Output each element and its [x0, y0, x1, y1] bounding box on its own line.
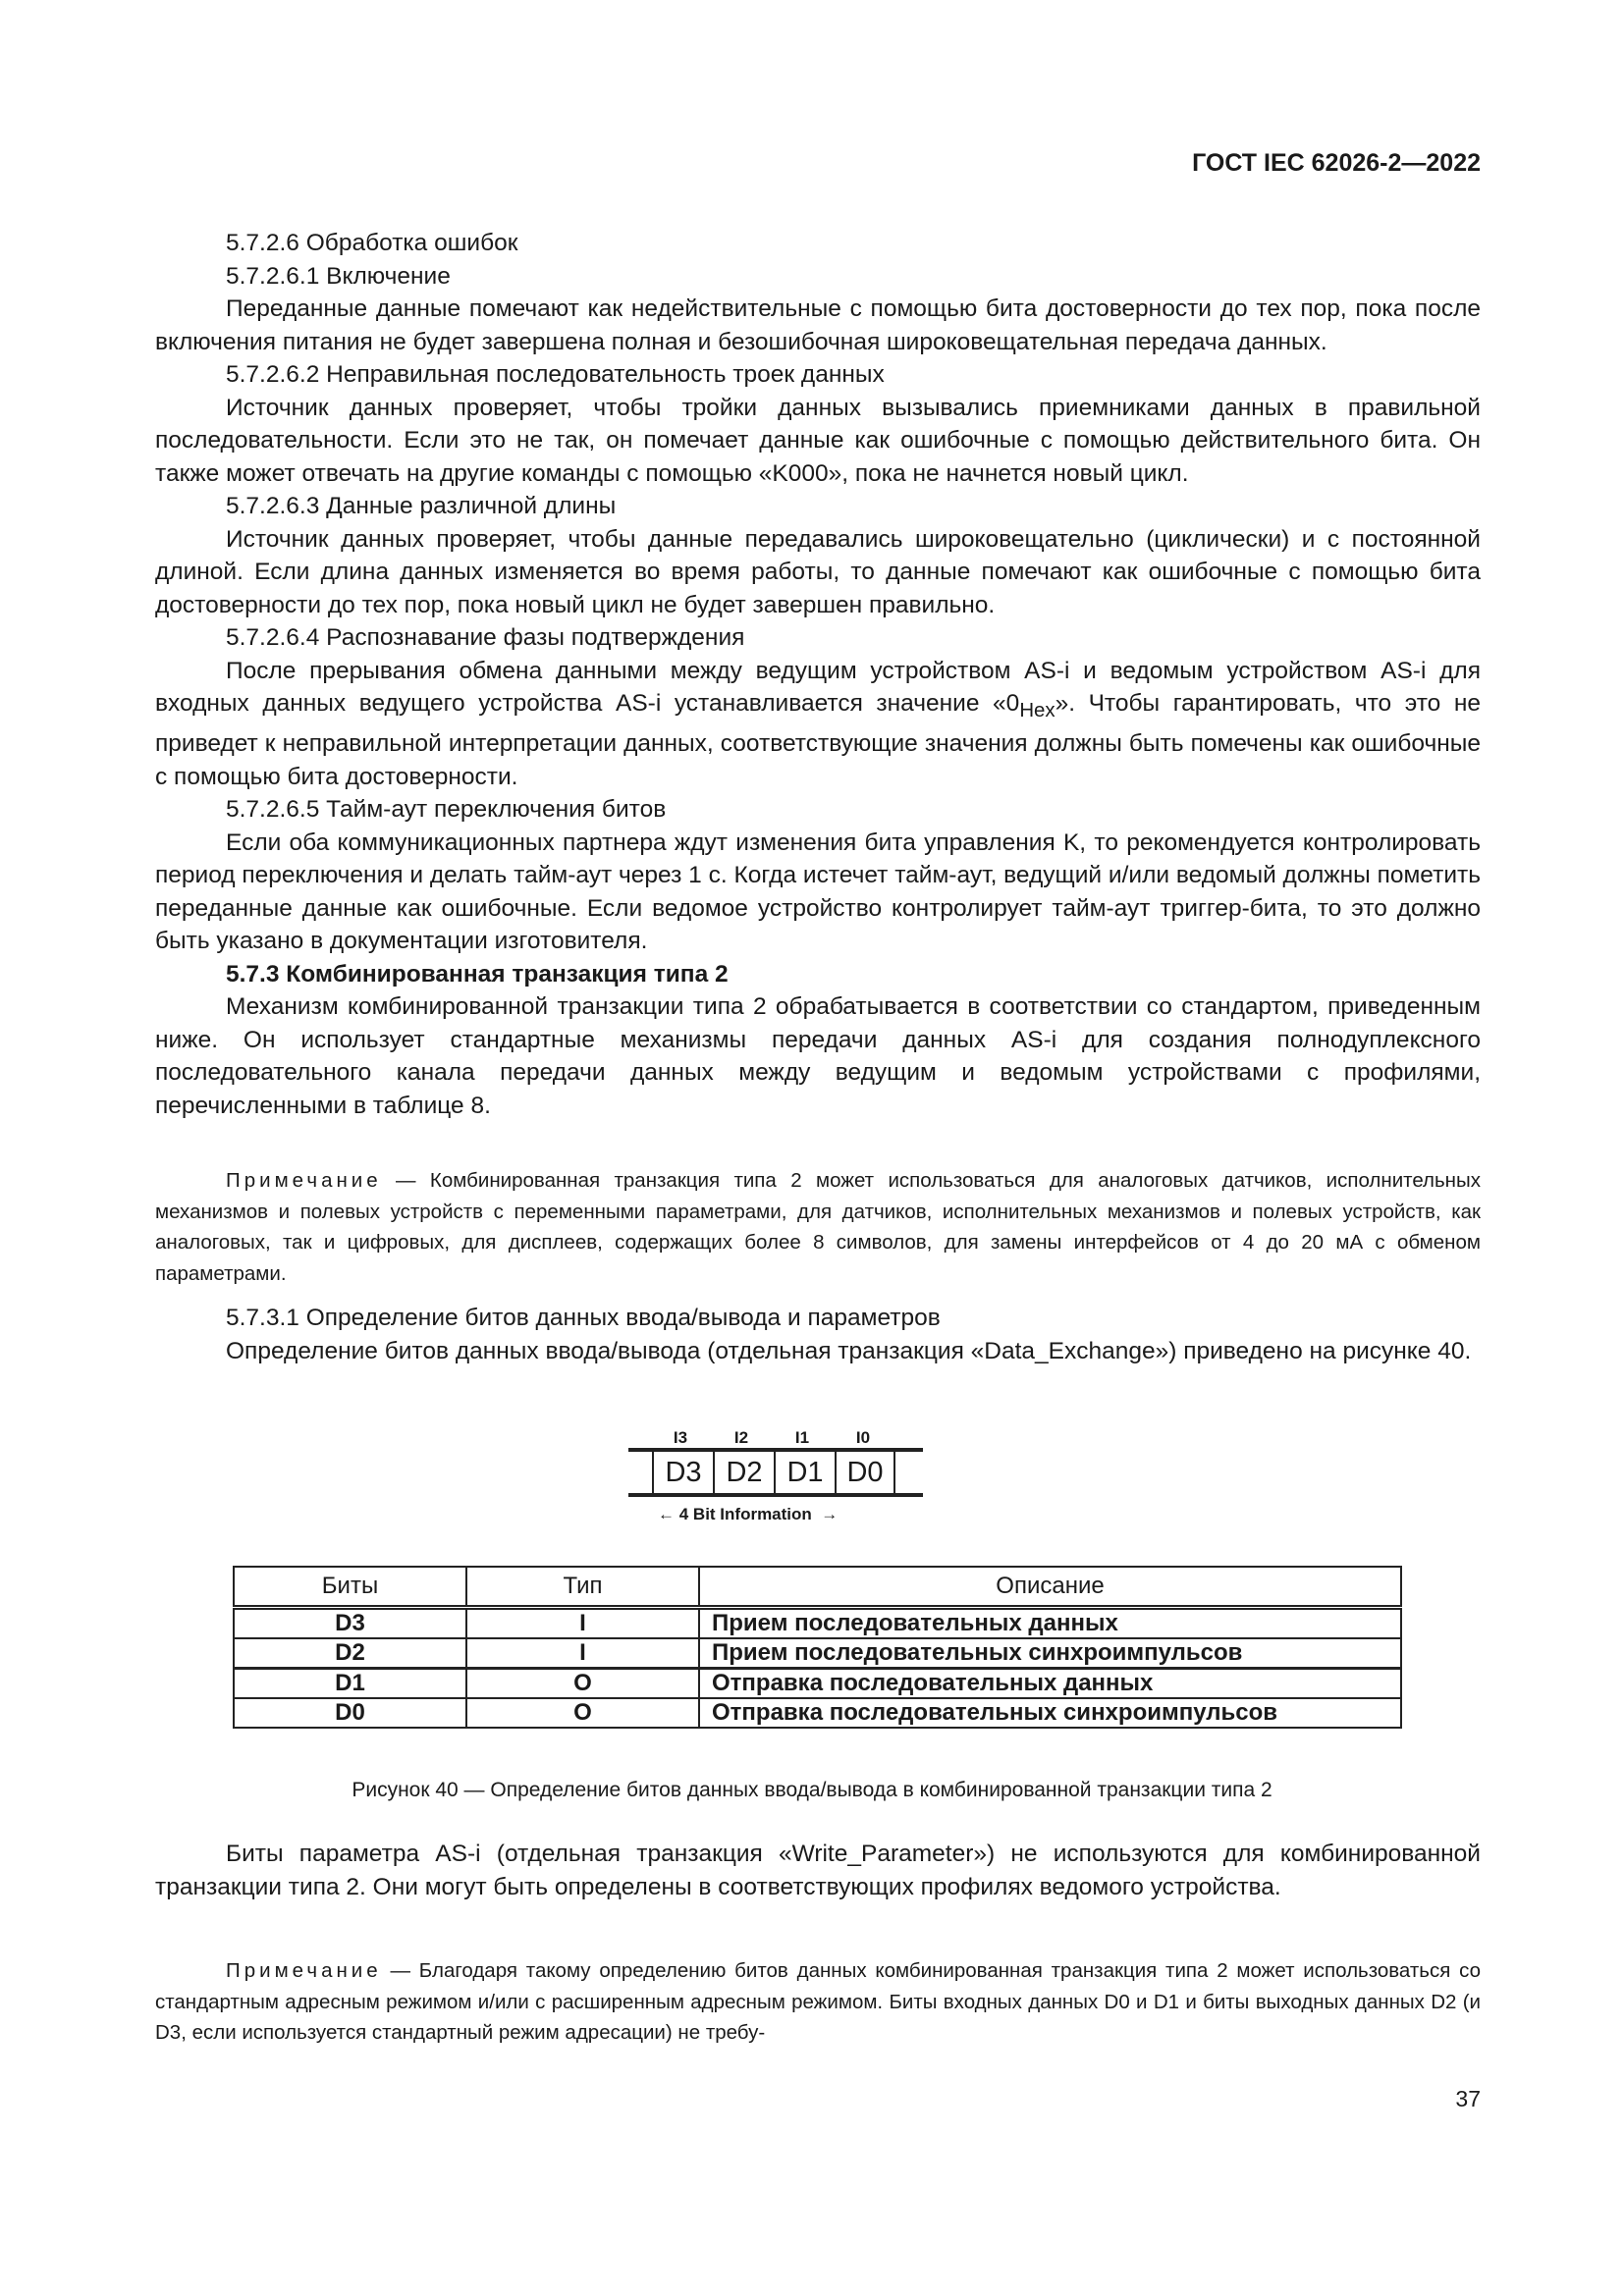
- heading: 5.7.2.6.4 Распознавание фазы подтверждения: [226, 624, 745, 651]
- cell-bit: D1: [234, 1669, 466, 1699]
- section-5-7-3-1: [155, 1302, 1481, 1367]
- paragraph: Механизм комбинированной транзакции типа 2 обрабатывается в соответствии со стандартом, приведенным ниже. Он использует стандартные механизмы передачи данных AS-i для создания полнодуплексного последовательного канала передачи данных между ведущим и ведомым устройствами с профилями, перечисленными в таблице 8.: [155, 993, 1481, 1119]
- column-header: Описание: [699, 1567, 1401, 1608]
- bit-label: I3: [673, 1428, 688, 1447]
- arrow-left-icon: ←: [658, 1505, 675, 1523]
- paragraph: Источник данных проверяет, чтобы тройки данных вызывались приемниками данных в правильной последовательности. Если это не так, он помечает данные как ошибочные с помощью действительного бита. Он также может отвечать на другие команды с помощью «K000», пока не начнется новый цикл.: [155, 394, 1481, 487]
- cell-bit: D0: [234, 1698, 466, 1728]
- table-row: [234, 1698, 1401, 1728]
- paragraph: Источник данных проверяет, чтобы данные передавались широковещательно (циклически) и с постоянной длиной. Если длина данных изменяется во время работы, то данные помечают как ошибочные с помощью бита достоверности до тех пор, пока новый цикл не будет завершен правильно.: [155, 525, 1481, 618]
- column-header: Биты: [234, 1567, 466, 1608]
- table-row: [234, 1638, 1401, 1669]
- heading: 5.7.2.6.1 Включение: [226, 262, 451, 290]
- paragraph: Определение битов данных ввода/вывода (отдельная транзакция «Data_Exchange») приведено на рисунке 40.: [226, 1337, 1472, 1364]
- note-1: [155, 1165, 1481, 1289]
- heading: 5.7.2.6.5 Тайм-аут переключения битов: [226, 796, 667, 824]
- text: После прерывания обмена данными между ведущим устройством AS-i и ведомым устройством AS-i для входных данных ведущего устройства AS-i устанавливается значение «0: [155, 657, 1481, 717]
- document-header: ГОСТ IEC 62026-2—2022: [1192, 149, 1481, 177]
- paragraph: [155, 655, 1481, 794]
- heading: 5.7.2.6.2 Неправильная последовательность троек данных: [226, 361, 885, 388]
- table-row: [234, 1669, 1401, 1699]
- caption-text: 4 Bit Information: [678, 1505, 812, 1523]
- note-label: Примечание: [226, 1959, 382, 1982]
- bits-table: [233, 1566, 1402, 1729]
- arrow-right-icon: →: [821, 1505, 839, 1523]
- section-5-7-2-6: [155, 227, 1481, 1122]
- cell-description: Отправка последовательных данных: [699, 1669, 1401, 1699]
- bit-cell: D0: [835, 1452, 895, 1493]
- cell-description: Отправка последовательных синхроимпульсов: [699, 1698, 1401, 1728]
- cell-type: I: [466, 1638, 699, 1669]
- cell-type: I: [466, 1608, 699, 1639]
- bit-cell: D1: [774, 1452, 835, 1493]
- cell-bit: D2: [234, 1638, 466, 1669]
- heading: 5.7.3 Комбинированная транзакция типа 2: [226, 960, 729, 988]
- bit-label: I0: [855, 1428, 871, 1447]
- text: ». Чтобы гарантировать, что это не приведет к неправильной интерпретации данных, соответствующие значения должны быть помечены как ошибочные с помощью бита достоверности.: [155, 690, 1481, 790]
- figure-caption: Рисунок 40 — Определение битов данных ввода/вывода в комбинированной транзакции типа 2: [352, 1779, 1272, 1801]
- page-number: 37: [1455, 2086, 1481, 2111]
- note-text: — Комбинированная транзакция типа 2 может использоваться для аналоговых датчиков, исполнительных механизмов и полевых устройств с переменными параметрами, для датчиков, исполнительных механизмов и полевых устройств, как аналоговых, так и цифровых, для дисплеев, содержащих более 8 символов, для замены интерфейсов от 4 до 20 мА с обменом параметрами.: [155, 1169, 1481, 1285]
- bit-diagram: [628, 1428, 923, 1536]
- column-header: Тип: [466, 1567, 699, 1608]
- cell-description: Прием последовательных данных: [699, 1608, 1401, 1639]
- bit-cell: D2: [713, 1452, 774, 1493]
- paragraph-after: [155, 1838, 1481, 1903]
- cell-description: Прием последовательных синхроимпульсов: [699, 1638, 1401, 1669]
- cell-type: O: [466, 1698, 699, 1728]
- paragraph: Биты параметра AS-i (отдельная транзакция «Write_Parameter») не используются для комбинированной транзакции типа 2. Они могут быть определены в соответствующих профилях ведомого устройства.: [155, 1841, 1481, 1900]
- note-2: [155, 1955, 1481, 2049]
- bit-cell: D3: [652, 1452, 713, 1493]
- heading: 5.7.2.6 Обработка ошибок: [226, 230, 518, 256]
- heading: 5.7.3.1 Определение битов данных ввода/вывода и параметров: [226, 1305, 941, 1331]
- paragraph: Если оба коммуникационных партнера ждут изменения бита управления K, то рекомендуется контролировать период переключения и делать тайм-аут через 1 с. Когда истечет тайм-аут, ведущий и/или ведомый должны пометить переданные данные как ошибочные. Если ведомое устройство контролирует тайм-аут триггер-бита, то это должно быть указано в документации изготовителя.: [155, 828, 1482, 955]
- note-text: — Благодаря такому определению битов данных комбинированная транзакция типа 2 может использоваться со стандартным адресным режимом и/или с расширенным адресным режимом. Биты входных данных D0 и D1 и биты выходных данных D2 (и D3, если используется стандартный режим адресации) не требу-: [155, 1959, 1481, 2044]
- register: [628, 1448, 923, 1497]
- bit-caption: [658, 1505, 838, 1524]
- cell-bit: D3: [234, 1608, 466, 1639]
- note-label: Примечание: [226, 1169, 382, 1192]
- subscript: Hex: [1019, 699, 1056, 721]
- bit-label: I1: [794, 1428, 810, 1447]
- table-row: [234, 1608, 1401, 1639]
- table-header-row: [234, 1567, 1401, 1608]
- cell-type: O: [466, 1669, 699, 1699]
- heading: 5.7.2.6.3 Данные различной длины: [226, 493, 617, 519]
- bit-label: I2: [733, 1428, 749, 1447]
- paragraph: Переданные данные помечают как недействительные с помощью бита достоверности до тех пор, пока после включения питания не будет завершена полная и безошибочная широковещательная передача данных.: [155, 295, 1481, 355]
